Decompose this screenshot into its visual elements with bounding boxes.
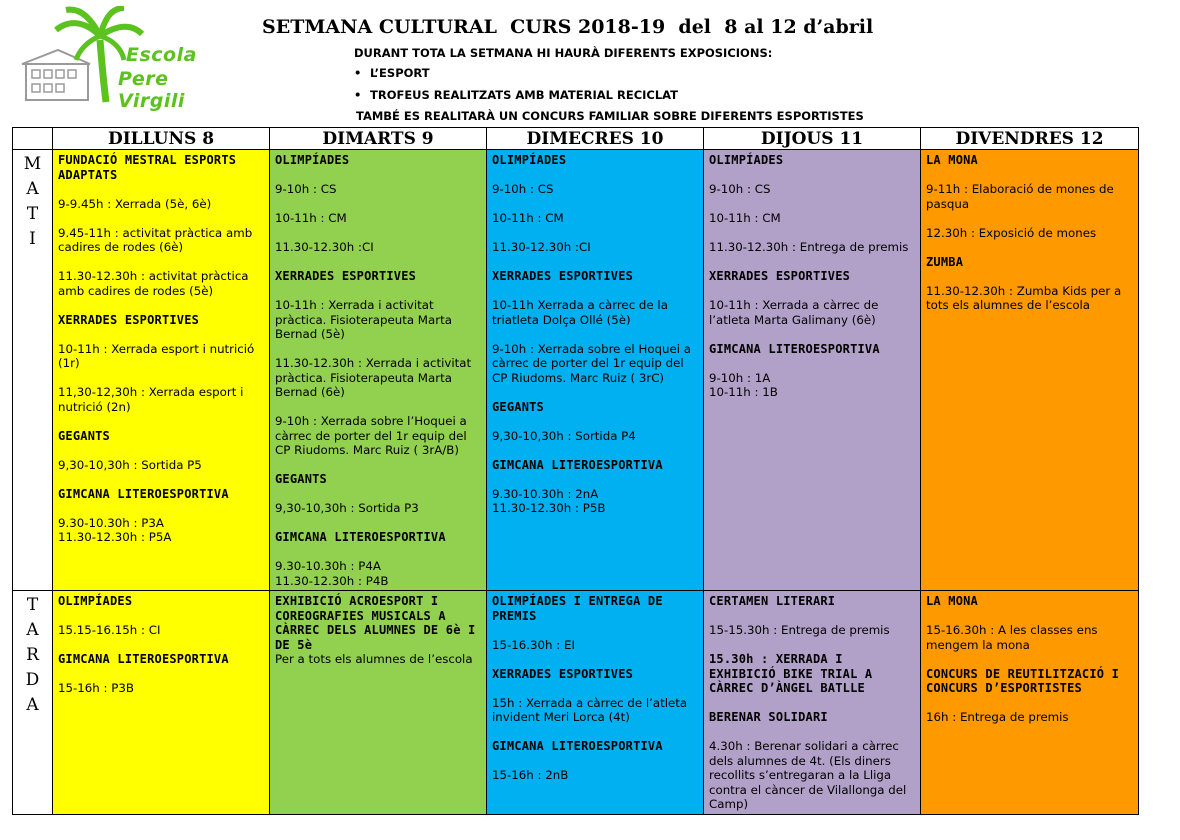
schedule-table: [12, 127, 1139, 815]
activity-entry-bold: 15.30h : XERRADA I EXHIBICIÓ BIKE TRIAL A CÀRREC D’ÀNGEL BATLLE: [709, 652, 873, 695]
activity-entry: 9.45-11h : activitat pràctica amb cadires de rodes (6è): [58, 225, 253, 254]
school-logo: [18, 6, 236, 112]
period-letter: R: [26, 645, 39, 665]
activity-entry: 11.30-12.30h : Xerrada i activitat pràctica. Fisioterapeuta Marta Bernad (6è): [275, 356, 472, 399]
bullet-icon: •: [354, 66, 362, 80]
day-header-divendres: DIVENDRES 12: [921, 128, 1139, 150]
activity-heading: XERRADES ESPORTIVES: [709, 269, 851, 283]
activity-heading: OLIMPÍADES: [709, 153, 784, 167]
activity-entry: 11.30-12.30h : Entrega de premis: [709, 240, 909, 254]
cell-tarda-dimarts: [270, 591, 487, 815]
activity-entry: 10-11h : Xerrada i activitat pràctica. Fisioterapeuta Marta Bernad (5è): [275, 298, 452, 341]
cell-mati-divendres: [921, 150, 1139, 591]
activity-heading: EXHIBICIÓ ACROESPORT I COREOGRAFIES MUSICALS A CÀRREC DELS ALUMNES DE 6è I DE 5è: [275, 594, 476, 652]
period-letter: I: [29, 229, 36, 249]
activity-entry: 9.30-10.30h : 2nA: [492, 486, 599, 501]
activity-entry: 15-16.30h : A les classes ens mengem la mona: [926, 623, 1098, 652]
period-letter: T: [26, 204, 39, 224]
activity-entry: 11.30-12.30h : P5B: [492, 501, 606, 515]
activity-heading: XERRADES ESPORTIVES: [492, 666, 634, 681]
activity-entry: 9.30-10.30h : P4A: [275, 559, 381, 573]
exhibits-list: [354, 64, 678, 108]
exhibit-item: [354, 86, 678, 108]
activity-entry: 9.30-10.30h : P3A: [58, 515, 164, 530]
activity-heading: OLIMPÍADES: [275, 153, 350, 167]
activity-entry: Per a tots els alumnes de l’escola: [275, 652, 473, 666]
period-letter: D: [25, 670, 40, 690]
cell-tarda-divendres: [921, 591, 1139, 815]
activity-entry: 10-11h Xerrada a càrrec de la triatleta Dolça Ollé (5è): [492, 298, 668, 327]
period-letter: A: [26, 695, 39, 715]
activity-heading: GIMCANA LITEROESPORTIVA: [58, 652, 229, 666]
period-label-tarda: [13, 591, 53, 815]
activity-entry: 9-9.45h : Xerrada (5è, 6è): [58, 196, 212, 211]
activity-entry: 9-10h : CS: [275, 182, 337, 196]
contest-note: TAMBÉ ES REALITARÀ UN CONCURS FAMILIAR SOBRE DIFERENTS ESPORTISTES: [356, 109, 864, 123]
cell-tarda-dilluns: [53, 591, 270, 815]
cell-mati-dijous: [704, 150, 921, 591]
period-letter: A: [26, 620, 39, 640]
corner-cell: [13, 128, 53, 150]
activity-entry: 11.30-12.30h : activitat pràctica amb cadires de rodes (5è): [58, 269, 249, 298]
activity-entry: 11.30-12.30h :CI: [492, 240, 591, 254]
day-header-dilluns: DILLUNS 8: [53, 128, 270, 150]
activity-entry: 9-10h : 1A: [709, 370, 771, 385]
exhibit-item: [354, 64, 678, 86]
cell-mati-dimecres: [487, 150, 704, 591]
day-header-dimarts: DIMARTS 9: [270, 128, 487, 150]
activity-heading: LA MONA: [926, 594, 978, 608]
morning-row: [13, 150, 1139, 591]
activity-heading: OLIMPÍADES: [492, 153, 567, 167]
activity-entry: 9-10h : Xerrada sobre l’Hoquei a càrrec de porter del 1r equip del CP Riudoms. Marc Ruiz ( 3rA/B): [275, 414, 467, 457]
cell-tarda-dimecres: [487, 591, 704, 815]
activity-entry: 10-11h : Xerrada esport i nutrició (1r): [58, 341, 255, 370]
activity-entry: 16h : Entrega de premis: [926, 710, 1069, 724]
bullet-icon: •: [354, 88, 362, 102]
activity-heading: CERTAMEN LITERARI: [709, 594, 836, 608]
activity-entry: 11.30-12.30h : Zumba Kids per a tots els alumnes de l’escola: [926, 283, 1122, 312]
activity-entry: 12.30h : Exposició de mones: [926, 225, 1097, 240]
activity-entry: 9,30-10,30h : Sortida P3: [275, 501, 419, 515]
activity-heading: GIMCANA LITEROESPORTIVA: [492, 739, 663, 753]
activity-entry: 9-11h : Elaboració de mones de pasqua: [926, 182, 1114, 211]
activity-entry: 15.15-16.15h : CI: [58, 623, 161, 637]
period-letter: T: [26, 595, 39, 615]
activity-heading: GIMCANA LITEROESPORTIVA: [58, 486, 229, 501]
activity-entry: 9,30-10,30h : Sortida P5: [58, 457, 202, 472]
cell-mati-dimarts: [270, 150, 487, 591]
page-title: SETMANA CULTURAL CURS 2018-19 del 8 al 12 d’abril: [262, 16, 874, 38]
activity-entry: 11.30-12.30h :CI: [275, 240, 374, 254]
exhibit-label: TROFEUS REALITZATS AMB MATERIAL RECICLAT: [370, 88, 679, 102]
activity-entry: 15-16h : P3B: [58, 681, 134, 695]
day-header-dijous: DIJOUS 11: [704, 128, 921, 150]
activity-entry: 4.30h : Berenar solidari a càrrec dels alumnes de 4t. (Els diners recollits s’entregaran a la Lliga contra el càncer de Vilallonga del Camp): [709, 739, 907, 811]
period-letter: A: [26, 179, 39, 199]
activity-entry: 11,30-12,30h : Xerrada esport i nutrició (2n): [58, 385, 244, 414]
day-header-dimecres: DIMECRES 10: [487, 128, 704, 150]
activity-entry: 10-11h : CM: [492, 211, 564, 225]
activity-heading: ZUMBA: [926, 254, 964, 269]
activity-entry: 15h : Xerrada a càrrec de l’atleta invident Meri Lorca (4t): [492, 695, 688, 724]
activity-entry: 9-10h : CS: [709, 182, 771, 196]
activity-entry: 10-11h : CM: [275, 211, 347, 225]
activity-heading: XERRADES ESPORTIVES: [58, 312, 200, 327]
activity-heading: GIMCANA LITEROESPORTIVA: [709, 341, 880, 356]
exhibit-label: L’ESPORT: [370, 66, 430, 80]
afternoon-row: [13, 591, 1139, 815]
cell-tarda-dijous: [704, 591, 921, 815]
activity-heading: BERENAR SOLIDARI: [709, 710, 828, 724]
activity-heading: OLIMPÍADES: [58, 594, 133, 608]
exhibits-intro: DURANT TOTA LA SETMANA HI HAURÀ DIFERENTS EXPOSICIONS:: [354, 46, 773, 60]
activity-heading: GEGANTS: [275, 472, 327, 486]
activity-entry: 15-16.30h : EI: [492, 637, 575, 652]
activity-entry: 9-10h : Xerrada sobre el Hoquei a càrrec de porter del 1r equip del CP Riudoms. Marc Ruiz ( 3rC): [492, 341, 692, 385]
logo-text-line1: Escola: [126, 44, 197, 66]
activity-entry: 15-15.30h : Entrega de premis: [709, 623, 890, 637]
cell-mati-dilluns: [53, 150, 270, 591]
activity-heading: GIMCANA LITEROESPORTIVA: [275, 530, 446, 544]
activity-heading: GIMCANA LITEROESPORTIVA: [492, 457, 663, 472]
activity-heading: LA MONA: [926, 153, 978, 167]
header-row: [13, 128, 1139, 150]
activity-heading: GEGANTS: [58, 428, 110, 443]
logo-text-line2: Pere Virgili: [118, 68, 185, 112]
activity-heading: GEGANTS: [492, 399, 544, 414]
activity-entry: 9-10h : CS: [492, 182, 554, 196]
period-letter: M: [23, 154, 42, 174]
activity-entry: 10-11h : Xerrada a càrrec de l’atleta Marta Galimany (6è): [709, 298, 879, 327]
activity-heading: XERRADES ESPORTIVES: [492, 269, 634, 283]
activity-heading: XERRADES ESPORTIVES: [275, 269, 417, 283]
activity-entry: 10-11h : 1B: [709, 385, 778, 399]
activity-heading: CONCURS DE REUTILITZACIÓ I CONCURS D’ESPORTISTES: [926, 666, 1120, 695]
period-label-mati: [13, 150, 53, 591]
activity-heading: OLIMPÍADES I ENTREGA DE PREMIS: [492, 594, 663, 623]
activity-entry: 11.30-12.30h : P4B: [275, 573, 389, 588]
activity-heading: FUNDACIÓ MESTRAL ESPORTS ADAPTATS: [58, 153, 237, 182]
activity-entry: 10-11h : CM: [709, 211, 781, 225]
activity-entry: 9,30-10,30h : Sortida P4: [492, 428, 636, 443]
activity-entry: 15-16h : 2nB: [492, 768, 569, 782]
activity-entry: 11.30-12.30h : P5A: [58, 530, 172, 544]
